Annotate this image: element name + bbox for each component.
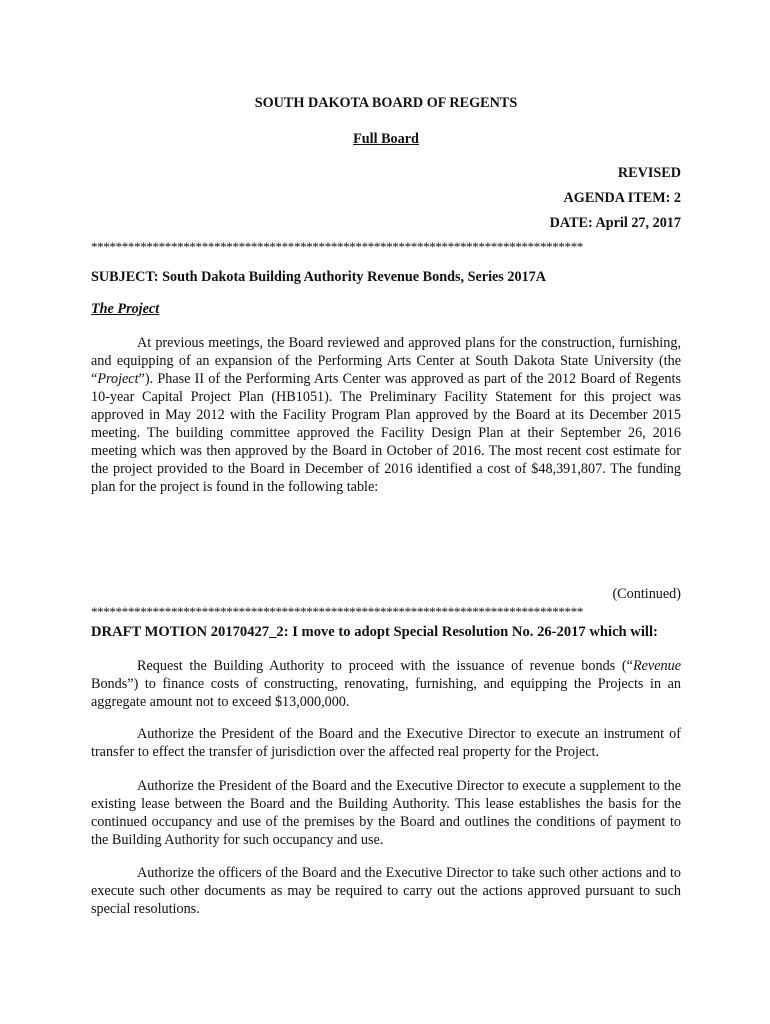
agenda-item: AGENDA ITEM: 2 [563,190,681,206]
revised-label: REVISED [617,165,681,181]
continued-label: (Continued) [612,586,681,602]
document-page [91,0,681,1024]
motion-item-lease: Authorize the President of the Board and the Executive Director to execute a supplement to the existing lease between the Board and the Building Authority. This lease establishes the basis for the continued occupancy and use of the premises by the Board and outlines the conditions of payment to the Building Authority for such occupancy and use. [91,778,681,848]
project-heading: The Project [91,301,160,317]
meeting-date: DATE: April 27, 2017 [549,215,681,231]
motion-item-transfer: Authorize the President of the Board and the Executive Director to execute an instrument of transfer to effect the transfer of jurisdiction over the affected real property for the Project. [91,726,681,760]
org-title: SOUTH DAKOTA BOARD OF REGENTS [254,95,518,111]
board-label: Full Board [353,131,419,147]
motion-item-revenue-bonds: Request the Building Authority to proceed with the issuance of revenue bonds (“Revenue Bonds”) to finance costs of constructing, renovating, furnishing, and equipping the Projects in an aggregate amount not to exceed $13,000,000. [91,658,681,710]
divider-top: ******************************************************************************** [91,239,584,254]
draft-motion-title: DRAFT MOTION 20170427_2: I move to adopt Special Resolution No. 26-2017 which will: [91,624,658,640]
project-paragraph: At previous meetings, the Board reviewed and approved plans for the construction, furnishing, and equipping of an expansion of the Performing Arts Center at South Dakota State University (the “Project”). Phase II of the Performing Arts Center was approved as part of the 2012 Board of Regents 10-year Capital Project Plan (HB1051). The Preliminary Facility Statement for this project was approved in May 2012 with the Facility Program Plan approved by the Board at its December 2015 meeting. The building committee approved the Facility Design Plan at their September 26, 2016 meeting which was then approved by the Board in October of 2016. The most recent cost estimate for the project provided to the Board in December of 2016 identified a cost of $48,391,807. The funding plan for the project is found in the following table: [91,335,681,495]
motion-item-officers: Authorize the officers of the Board and the Executive Director to take such other actions and to execute such other documents as may be required to carry out the actions approved pursuant to such special resolutions. [91,865,681,917]
divider-bottom: ******************************************************************************** [91,604,584,619]
subject-line: SUBJECT: South Dakota Building Authority Revenue Bonds, Series 2017A [91,269,546,285]
